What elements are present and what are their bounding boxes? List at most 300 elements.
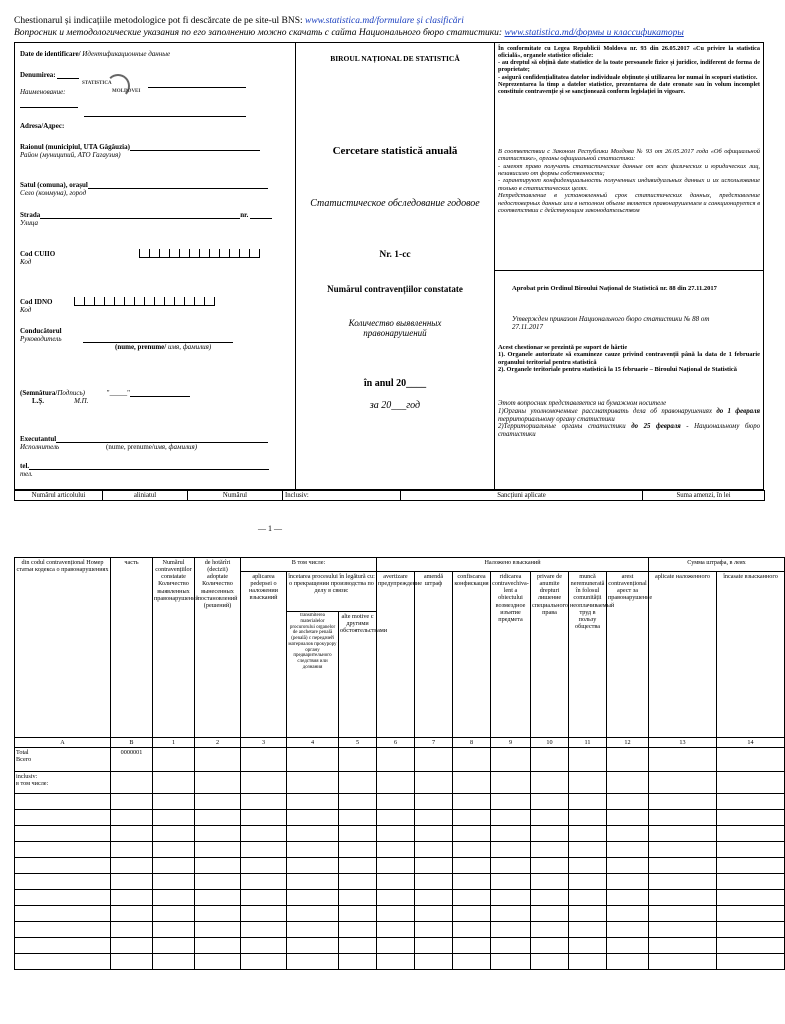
- executant-field[interactable]: [56, 434, 268, 443]
- inclusive-label-ru: в том числе:: [16, 780, 49, 788]
- logo-text-statistica: STATISTICA: [82, 81, 112, 86]
- cell[interactable]: [531, 794, 569, 810]
- cell[interactable]: [377, 826, 415, 842]
- cell[interactable]: [531, 874, 569, 890]
- cell[interactable]: [195, 842, 241, 858]
- cell[interactable]: [287, 810, 339, 826]
- cell[interactable]: [195, 810, 241, 826]
- cell[interactable]: [717, 922, 785, 938]
- cell[interactable]: [377, 772, 415, 794]
- cell[interactable]: [15, 922, 111, 938]
- cell[interactable]: [15, 810, 111, 826]
- cell[interactable]: [415, 794, 453, 810]
- cell[interactable]: [649, 890, 717, 906]
- cell[interactable]: [531, 906, 569, 922]
- cell[interactable]: [195, 954, 241, 970]
- cell[interactable]: [531, 890, 569, 906]
- cell[interactable]: [649, 874, 717, 890]
- cell[interactable]: [339, 890, 377, 906]
- cell[interactable]: [195, 874, 241, 890]
- executant-block: [20, 434, 292, 478]
- cell[interactable]: [491, 826, 531, 842]
- table-row: [15, 826, 785, 842]
- cell[interactable]: [287, 794, 339, 810]
- cell[interactable]: [339, 938, 377, 954]
- cell[interactable]: [415, 938, 453, 954]
- signature-field[interactable]: [130, 388, 190, 397]
- cell[interactable]: [195, 826, 241, 842]
- cell[interactable]: [531, 954, 569, 970]
- cell[interactable]: [415, 858, 453, 874]
- cell[interactable]: [649, 906, 717, 922]
- cell[interactable]: [15, 794, 111, 810]
- column-heading-strip: [14, 490, 765, 501]
- law-ru-1: В соответствии с Законом Республики Молдова № 93 от 26.05.2017 года «Об официальной статистике», органы официальной статистики:: [498, 148, 760, 163]
- director-field[interactable]: [83, 334, 233, 343]
- cell[interactable]: [607, 772, 649, 794]
- cell[interactable]: [491, 748, 531, 772]
- cell[interactable]: [287, 922, 339, 938]
- th-decisions: de hotărîri (decizii) adoptate Количество вынесенных постановлений (решений): [195, 558, 241, 738]
- cell[interactable]: [153, 906, 195, 922]
- cell[interactable]: [15, 874, 111, 890]
- cell[interactable]: [153, 810, 195, 826]
- cell[interactable]: [195, 890, 241, 906]
- strip-including: Inclusiv:: [283, 491, 401, 501]
- cell[interactable]: [607, 938, 649, 954]
- cell[interactable]: [491, 954, 531, 970]
- cell[interactable]: [339, 874, 377, 890]
- cell[interactable]: [339, 748, 377, 772]
- cell[interactable]: [15, 954, 111, 970]
- cell[interactable]: [415, 954, 453, 970]
- cell[interactable]: [241, 842, 287, 858]
- cell[interactable]: [569, 858, 607, 874]
- cell[interactable]: [287, 842, 339, 858]
- cell[interactable]: [491, 874, 531, 890]
- colnum: 13: [649, 738, 717, 748]
- cell[interactable]: [377, 842, 415, 858]
- cell[interactable]: [195, 748, 241, 772]
- cell[interactable]: [569, 906, 607, 922]
- cell[interactable]: [607, 748, 649, 772]
- table-row: [15, 858, 785, 874]
- divider: [494, 270, 764, 271]
- cell[interactable]: [15, 890, 111, 906]
- cell[interactable]: [531, 938, 569, 954]
- cell[interactable]: [453, 748, 491, 772]
- cell[interactable]: [339, 906, 377, 922]
- cell[interactable]: [607, 874, 649, 890]
- raion-block: [20, 142, 290, 159]
- colnum: 2: [195, 738, 241, 748]
- law-ro-3: - asigură confidențialitatea datelor individuale obținute și utilizarea lor numai în scopuri statistice.: [498, 73, 758, 81]
- presentation-ru-1b: до 1 февраля: [716, 407, 760, 415]
- table-row: [15, 922, 785, 938]
- cell[interactable]: [153, 826, 195, 842]
- cell[interactable]: [649, 858, 717, 874]
- cell[interactable]: [377, 890, 415, 906]
- tel-field[interactable]: [29, 461, 269, 470]
- cell[interactable]: [153, 874, 195, 890]
- cell[interactable]: [339, 922, 377, 938]
- sat-block: [20, 180, 290, 197]
- cell[interactable]: [491, 772, 531, 794]
- cell[interactable]: [569, 890, 607, 906]
- cell[interactable]: [569, 772, 607, 794]
- signature-block: [20, 388, 290, 405]
- cell[interactable]: [15, 826, 111, 842]
- colnum: 6: [377, 738, 415, 748]
- cell[interactable]: [649, 842, 717, 858]
- name-field-4[interactable]: [84, 108, 246, 117]
- cell[interactable]: [287, 772, 339, 794]
- colnum: 5: [339, 738, 377, 748]
- cell[interactable]: [717, 954, 785, 970]
- form-number: Nr. 1-cc: [379, 250, 411, 260]
- year-ro: în anul 20____: [363, 378, 427, 389]
- law-ro-4: Neprezentarea la timp a datelor statistice, prezentarea de date eronate sau în volum incomplet constituie contravenție și se sancționează conform legislației în vigoare.: [498, 80, 760, 95]
- law-ro-1: În conformitate cu Legea Republicii Moldova nr. 93 din 26.05.2017 «Cu privire la statistica oficială», organele statistice oficiale:: [498, 45, 760, 60]
- cell[interactable]: [453, 858, 491, 874]
- cell[interactable]: [453, 874, 491, 890]
- cell[interactable]: [153, 890, 195, 906]
- presentation-ro-block: [498, 344, 760, 373]
- cell[interactable]: [415, 890, 453, 906]
- stamp-label-ro: L.Ș.: [32, 397, 45, 405]
- cell[interactable]: [569, 748, 607, 772]
- cell[interactable]: [531, 810, 569, 826]
- cell[interactable]: [241, 826, 287, 842]
- cell[interactable]: [153, 858, 195, 874]
- cell[interactable]: [153, 954, 195, 970]
- table-row: [15, 810, 785, 826]
- cell[interactable]: [607, 906, 649, 922]
- link-forms-ru[interactable]: www.statistica.md/формы и классификаторы: [504, 28, 684, 38]
- total-code: 0000001: [111, 748, 153, 772]
- cell[interactable]: [287, 874, 339, 890]
- colnum: 14: [717, 738, 785, 748]
- cell[interactable]: [339, 826, 377, 842]
- cell[interactable]: [531, 748, 569, 772]
- cell[interactable]: [415, 906, 453, 922]
- cell[interactable]: [287, 826, 339, 842]
- signature-label-ru: Подпись): [57, 388, 85, 397]
- cell[interactable]: [649, 748, 717, 772]
- presentation-ru-2b: до 25 февраля: [631, 423, 681, 431]
- cell[interactable]: [415, 772, 453, 794]
- th-col-9: ridicarea contravechiva-lent a obiectului возмездное изъятие предмета: [491, 572, 531, 738]
- director-name-hint-ru: имя, фамилия): [166, 343, 212, 352]
- cell[interactable]: [607, 890, 649, 906]
- colnum: 4: [287, 738, 339, 748]
- cell[interactable]: [153, 922, 195, 938]
- cell[interactable]: [111, 842, 153, 858]
- law-ru-3: - гарантируют конфиденциальность полученных индивидуальных данных и их использование только в статистических целях.: [498, 177, 760, 192]
- cell[interactable]: [339, 794, 377, 810]
- cell[interactable]: [717, 890, 785, 906]
- cell[interactable]: [195, 794, 241, 810]
- cell[interactable]: [377, 874, 415, 890]
- cell[interactable]: [607, 954, 649, 970]
- cell[interactable]: [111, 938, 153, 954]
- cell[interactable]: [111, 890, 153, 906]
- cell[interactable]: [531, 842, 569, 858]
- cell[interactable]: [241, 748, 287, 772]
- cell[interactable]: [111, 810, 153, 826]
- cell[interactable]: [415, 748, 453, 772]
- cell[interactable]: [195, 938, 241, 954]
- cell[interactable]: [241, 794, 287, 810]
- cell[interactable]: [569, 938, 607, 954]
- colnum: 3: [241, 738, 287, 748]
- subject-ru: Количество выявленных правонарушений: [348, 318, 442, 339]
- cell[interactable]: [111, 954, 153, 970]
- cell[interactable]: [377, 858, 415, 874]
- column-number-row: [15, 738, 785, 748]
- cell[interactable]: [453, 922, 491, 938]
- idno-label-ru: Код: [20, 306, 32, 314]
- cell[interactable]: [377, 748, 415, 772]
- cell[interactable]: [717, 938, 785, 954]
- th-col-6: avertizare предупреждение: [377, 572, 415, 738]
- cell[interactable]: [339, 842, 377, 858]
- cell[interactable]: [607, 826, 649, 842]
- name-field-1[interactable]: [57, 70, 79, 79]
- cell[interactable]: [287, 938, 339, 954]
- cell[interactable]: [491, 858, 531, 874]
- survey-title-ro: Cercetare statistică anuală: [332, 145, 458, 157]
- cell[interactable]: [241, 890, 287, 906]
- th-col-5: alte motive с другими обстоятельствами: [339, 612, 377, 738]
- signature-date[interactable]: "_____": [106, 388, 130, 397]
- cell[interactable]: [717, 772, 785, 794]
- cell[interactable]: [339, 772, 377, 794]
- cell[interactable]: [607, 922, 649, 938]
- cell[interactable]: [241, 906, 287, 922]
- cell[interactable]: [491, 922, 531, 938]
- cell[interactable]: [569, 810, 607, 826]
- cell[interactable]: [195, 858, 241, 874]
- tel-label-ro: tel.: [20, 462, 30, 470]
- total-label-ro: Total: [16, 749, 29, 757]
- cell[interactable]: [717, 748, 785, 772]
- cell[interactable]: [111, 858, 153, 874]
- th-col-11: muncă neremunerată în folosul comunității неоплачиваемый труд в пользу общества: [569, 572, 607, 738]
- colnum: B: [111, 738, 153, 748]
- th-including: В том числе:: [241, 558, 377, 572]
- colnum: 10: [531, 738, 569, 748]
- cell[interactable]: [287, 748, 339, 772]
- cell[interactable]: [195, 772, 241, 794]
- cell[interactable]: [15, 858, 111, 874]
- cell[interactable]: [111, 826, 153, 842]
- cell[interactable]: [649, 954, 717, 970]
- cell[interactable]: [649, 922, 717, 938]
- cell[interactable]: [491, 890, 531, 906]
- strip-number: Numărul: [188, 491, 283, 501]
- cell[interactable]: [153, 748, 195, 772]
- cell[interactable]: [287, 890, 339, 906]
- cell[interactable]: [569, 794, 607, 810]
- raion-field[interactable]: [130, 142, 260, 151]
- th-col-8: confiscarea конфискация: [453, 572, 491, 738]
- cell[interactable]: [415, 922, 453, 938]
- executant-name-hint-ro: (nume, prenume/: [106, 443, 154, 451]
- sat-label-ro: Satul (comuna), orașul: [20, 180, 88, 189]
- cell[interactable]: [649, 772, 717, 794]
- cell[interactable]: [415, 842, 453, 858]
- cell[interactable]: [491, 810, 531, 826]
- cell[interactable]: [491, 842, 531, 858]
- name-label-ro: Denumirea:: [20, 70, 56, 79]
- th-col-14: încasate взысканного: [717, 572, 785, 738]
- cell[interactable]: [287, 858, 339, 874]
- cell[interactable]: [491, 906, 531, 922]
- cell[interactable]: [111, 772, 153, 794]
- idno-block: [20, 297, 290, 314]
- cell[interactable]: [607, 794, 649, 810]
- idno-label-ro: Cod IDNO: [20, 297, 53, 306]
- cell[interactable]: [569, 874, 607, 890]
- cell[interactable]: [241, 922, 287, 938]
- name-label-ru: Наименование:: [20, 88, 66, 96]
- cell[interactable]: [607, 858, 649, 874]
- cell[interactable]: [607, 810, 649, 826]
- presentation-ro-1: 1). Organele autorizate să examineze cauze privind contravenții până la data de 1 februarie organului teritorial pentru statistică: [498, 351, 760, 366]
- street-block: [20, 210, 292, 227]
- th-part: часть: [111, 558, 153, 738]
- cell[interactable]: [339, 858, 377, 874]
- colnum: 8: [453, 738, 491, 748]
- divider: [494, 42, 495, 490]
- cell[interactable]: [15, 842, 111, 858]
- cell[interactable]: [607, 842, 649, 858]
- cell[interactable]: [153, 842, 195, 858]
- cell[interactable]: [569, 954, 607, 970]
- cell[interactable]: [415, 874, 453, 890]
- cell[interactable]: [649, 826, 717, 842]
- presentation-ru-2c: - Национальному бюро статистики: [498, 423, 760, 439]
- cell[interactable]: [415, 826, 453, 842]
- cell[interactable]: [569, 922, 607, 938]
- cell[interactable]: [717, 858, 785, 874]
- cell[interactable]: [241, 874, 287, 890]
- cell[interactable]: [377, 922, 415, 938]
- presentation-ru-1a: 1)Органы уполномоченные рассматривать дела об правонарушениях: [498, 407, 717, 415]
- colnum: 12: [607, 738, 649, 748]
- cell[interactable]: [649, 810, 717, 826]
- cell[interactable]: [153, 772, 195, 794]
- cell[interactable]: [377, 954, 415, 970]
- name-field-3[interactable]: [20, 99, 78, 108]
- cell[interactable]: [531, 858, 569, 874]
- cell[interactable]: [717, 874, 785, 890]
- idno-cells[interactable]: [74, 298, 215, 306]
- cell[interactable]: [569, 826, 607, 842]
- law-ru-block: [498, 148, 760, 214]
- cell[interactable]: [453, 906, 491, 922]
- cell[interactable]: [111, 906, 153, 922]
- cell[interactable]: [153, 938, 195, 954]
- cell[interactable]: [287, 906, 339, 922]
- cell[interactable]: [241, 954, 287, 970]
- cell[interactable]: [491, 938, 531, 954]
- cell[interactable]: [717, 842, 785, 858]
- cell[interactable]: [453, 826, 491, 842]
- cell[interactable]: [717, 826, 785, 842]
- cell[interactable]: [453, 772, 491, 794]
- cell[interactable]: [195, 906, 241, 922]
- cell[interactable]: [241, 810, 287, 826]
- cell[interactable]: [287, 954, 339, 970]
- cell[interactable]: [531, 922, 569, 938]
- nr-field[interactable]: [250, 210, 272, 219]
- cell[interactable]: [111, 794, 153, 810]
- street-field[interactable]: [40, 210, 240, 219]
- cell[interactable]: [241, 772, 287, 794]
- cell[interactable]: [339, 954, 377, 970]
- cell[interactable]: [241, 938, 287, 954]
- cell[interactable]: [377, 810, 415, 826]
- cell[interactable]: [717, 794, 785, 810]
- law-ru-4: Непредставление в установленный срок статистических данных, представление недостоверных данных или в неполном объеме является правонарушением и санкционируется в соответствии с действующим законодательством: [498, 192, 760, 214]
- cell[interactable]: [339, 810, 377, 826]
- link-forms-ro[interactable]: www.statistica.md/formulare și clasificări: [305, 16, 464, 26]
- cell[interactable]: [377, 794, 415, 810]
- cell[interactable]: [111, 922, 153, 938]
- th-col-4-5: încetarea procesului în legătură cu: о прекращении производства по делу в связи:: [287, 572, 377, 612]
- cell[interactable]: [531, 772, 569, 794]
- cell[interactable]: [453, 842, 491, 858]
- cuiio-cells[interactable]: [139, 250, 260, 258]
- table-row: [15, 794, 785, 810]
- cell[interactable]: [453, 810, 491, 826]
- cell[interactable]: [153, 794, 195, 810]
- cell[interactable]: [531, 826, 569, 842]
- cell[interactable]: [649, 794, 717, 810]
- cell[interactable]: [453, 794, 491, 810]
- cell[interactable]: [377, 938, 415, 954]
- inclusive-label-ro: inclusiv:: [16, 773, 38, 781]
- cell[interactable]: [195, 922, 241, 938]
- cell[interactable]: [241, 858, 287, 874]
- cell[interactable]: [569, 842, 607, 858]
- law-ro-2: - au dreptul să obțină date statistice de la toate persoanele fizice și juridice, indiferent de forma de proprietate;: [498, 59, 760, 74]
- executant-name-hint-ru: имя, фамилия): [153, 443, 198, 451]
- signature-label-ro: (Semnătura/: [20, 388, 58, 397]
- sat-field[interactable]: [88, 180, 268, 189]
- cell[interactable]: [415, 810, 453, 826]
- cell[interactable]: [717, 810, 785, 826]
- colnum: 1: [153, 738, 195, 748]
- strip-article-number: Numărul articolului: [15, 491, 103, 501]
- cell[interactable]: [377, 906, 415, 922]
- ident-label-ro: Date de identificare/: [20, 50, 81, 58]
- cell[interactable]: [453, 938, 491, 954]
- biroul-title: BIROUL NAȚIONAL DE STATISTICĂ: [330, 54, 460, 63]
- cell[interactable]: [717, 906, 785, 922]
- cell[interactable]: [453, 890, 491, 906]
- inclusive-label: [15, 772, 111, 794]
- cell[interactable]: [453, 954, 491, 970]
- cell[interactable]: [111, 874, 153, 890]
- cell[interactable]: [491, 794, 531, 810]
- cell[interactable]: [15, 938, 111, 954]
- cell[interactable]: [15, 906, 111, 922]
- cell[interactable]: [649, 938, 717, 954]
- raion-label-ru: Район (муниципий, АТО Гагаузия): [20, 151, 121, 159]
